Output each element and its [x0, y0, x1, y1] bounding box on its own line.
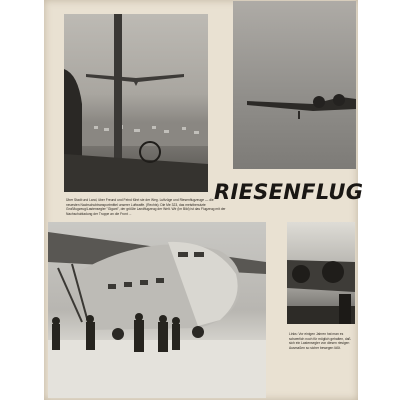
plane-in-flight-photo [233, 1, 356, 169]
plane-in-flight-illustration [233, 1, 356, 169]
engines-illustration [287, 222, 355, 324]
caption-top-left: Über Stadt und Land, über Freund und Feind führt sie der Weg. Luftzüge und Riesenflugzeuge — die neuesten Nachschubtransportmittel unserer Luftwaffe. (Rechts): Die Me 323, das meistbenutzte Großflugzeug/Lastensegler "Gigant", der größte Landflugzeug der Welt. Wir (Im Bild) ist das Flugzeug mit der Nachschubladung der Truppe an die Front ... [66, 198, 226, 216]
magazine-page [44, 0, 364, 400]
cockpit-view-illustration [64, 14, 208, 192]
giant-glider-illustration [48, 222, 266, 398]
headline: RIESENFLUG [214, 180, 364, 204]
cockpit-view-photo [64, 14, 208, 192]
engines-photo [287, 222, 355, 324]
caption-bottom-right: Links: Vor einigen Jahren hat man es schwerlich noch für möglich gehalten, daß sich ein Lastensegler von diesen riesigen Ausmaßen so sicher bewegen läßt. [289, 332, 351, 350]
giant-glider-photo [48, 222, 266, 398]
